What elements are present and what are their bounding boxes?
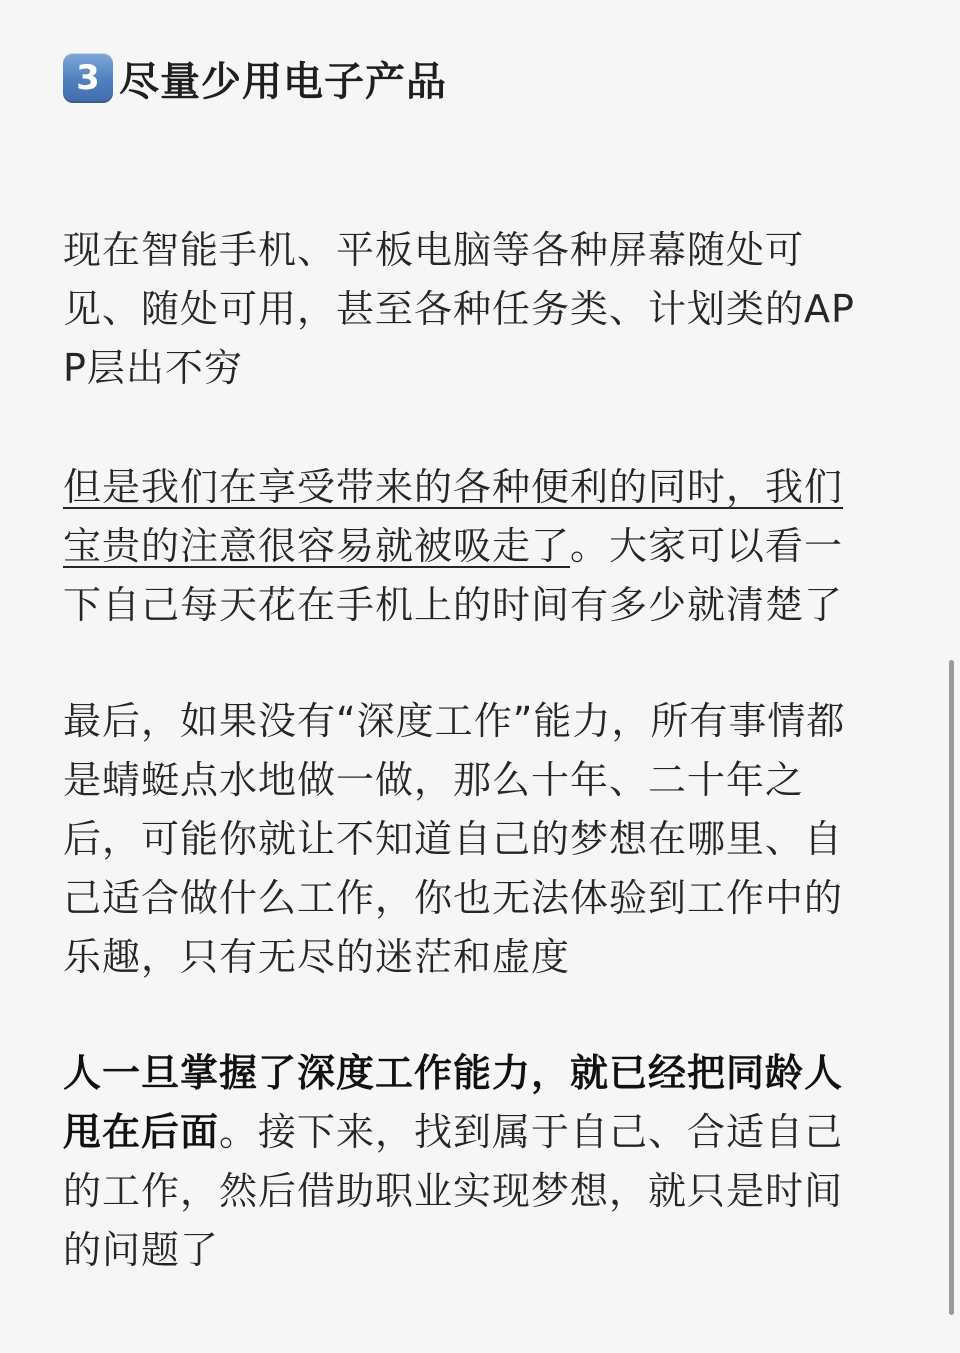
article <box>63 48 878 1280</box>
keycap-number-badge: 3 <box>63 53 113 103</box>
paragraph-1-text: 现在智能手机、平板电脑等各种屏幕随处可见、随处可用，甚至各种任务类、计划类的APP层出不穷 <box>63 228 855 390</box>
scrollbar-thumb[interactable] <box>949 660 954 1315</box>
paragraph-2 <box>63 458 878 635</box>
underlined-text: 但是我们在享受带来的各种便利的同时，我们宝贵的注意很容易就被吸走了 <box>63 465 844 568</box>
paragraph-1 <box>63 221 878 398</box>
bold-text: 人一旦掌握了深度工作能力，就已经把同龄人甩在后面 <box>63 1051 844 1154</box>
paragraph-2-text: 。大家可以看一下自己每天花在手机上的时间有多少就清楚了 <box>63 524 844 627</box>
paragraph-3 <box>63 692 878 987</box>
section-heading <box>63 48 878 108</box>
section-title: 尽量少用电子产品 <box>119 58 447 105</box>
paragraph-4-text: 。接下来，找到属于自己、合适自己的工作，然后借助职业实现梦想，就只是时间的问题了 <box>63 1110 844 1272</box>
paragraph-3-text: 最后，如果没有“深度工作”能力，所有事情都是蜻蜓点水地做一做，那么十年、二十年之后，可能你就让不知道自己的梦想在哪里、自己适合做什么工作，你也无法体验到工作中的乐趣，只有无尽的迷茫和虚度 <box>63 699 846 979</box>
paragraph-4 <box>63 1044 878 1280</box>
